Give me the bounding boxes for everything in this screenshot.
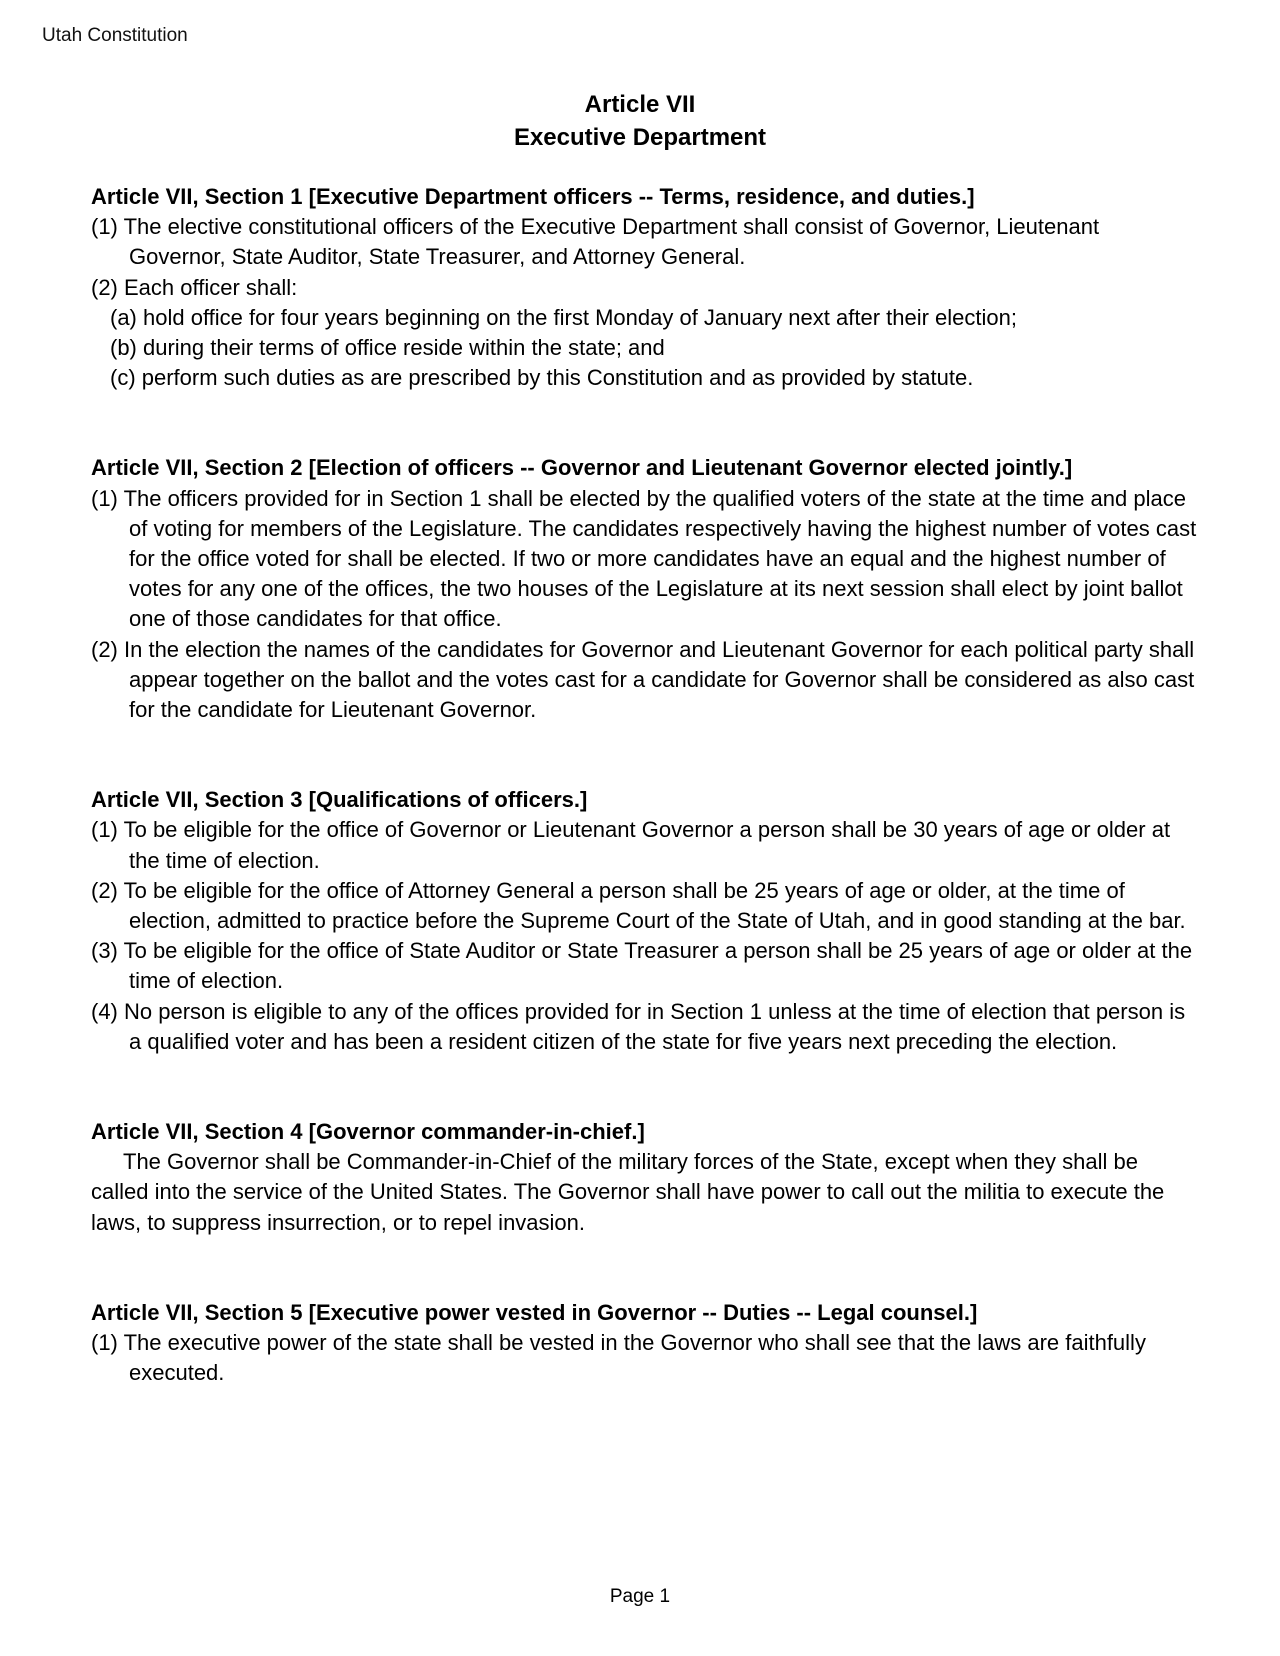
paragraph: (1) The executive power of the state shall be vested in the Governor who shall see that the laws are faithfully executed. — [91, 1330, 1146, 1386]
section-heading: Article VII, Section 5 [Executive power vested in Governor -- Duties -- Legal counsel.] — [91, 1299, 978, 1325]
paragraph: (4) No person is eligible to any of the offices provided for in Section 1 unless at the time of election that person is a qualified voter and has been a resident citizen of the state for five years next preceding the election. — [91, 998, 1186, 1054]
paragraph: (3) To be eligible for the office of State Auditor or State Treasurer a person shall be 25 years of age or older at the time of election. — [91, 938, 1193, 994]
section-1 — [91, 182, 1201, 393]
section-4 — [91, 1117, 1201, 1238]
article-subtitle: Executive Department — [513, 124, 767, 151]
page-number: Page 1 — [609, 1586, 671, 1607]
section-heading: Article VII, Section 2 [Election of officers -- Governor and Lieutenant Governor elected jointly.] — [91, 455, 1073, 481]
paragraph: (1) The elective constitutional officers of the Executive Department shall consist of Governor, Lieutenant Governor, State Auditor, State Treasurer, and Attorney General. — [91, 214, 1100, 270]
paragraph: (2) To be eligible for the office of Attorney General a person shall be 25 years of age or older, at the time of election, admitted to practice before the Supreme Court of the State of Utah, and in good standing at the bar. — [91, 877, 1186, 934]
paragraph: (1) To be eligible for the office of Governor or Lieutenant Governor a person shall be 30 years of age or older at the time of election. — [91, 817, 1171, 873]
section-heading: Article VII, Section 3 [Qualifications of officers.] — [91, 787, 588, 813]
article-title-block — [0, 88, 1280, 154]
section-heading: Article VII, Section 1 [Executive Department officers -- Terms, residence, and duties.] — [91, 184, 975, 209]
section-3 — [91, 785, 1201, 1057]
paragraph: (2) Each officer shall: — [91, 274, 298, 300]
subparagraph: (b) during their terms of office reside within the state; and — [110, 335, 665, 361]
section-5 — [91, 1298, 1201, 1389]
paragraph: (2) In the election the names of the candidates for Governor and Lieutenant Governor for each political party shall appear together on the ballot and the votes cast for a candidate for Governor shall be considered as also cast for the candidate for Lieutenant Governor. — [91, 636, 1195, 723]
article-number: Article VII — [584, 91, 696, 118]
running-header: Utah Constitution — [42, 25, 188, 46]
section-body: The Governor shall be Commander-in-Chief of the military forces of the State, except when they shall be called into the service of the United States. The Governor shall have power to call out the militia to execute the laws, to suppress insurrection, or to repel invasion. — [91, 1149, 1165, 1235]
paragraph: (1) The officers provided for in Section 1 shall be elected by the qualified voters of the state at the time and place of voting for members of the Legislature. The candidates respectively having the highest number of votes cast for the office voted for shall be elected. If two or more candidates have an equal and the highest number of votes for any one of the offices, the two houses of the Legislature at its next session shall elect by joint ballot one of those candidates for that office. — [91, 485, 1197, 632]
section-2 — [91, 453, 1201, 725]
subparagraph: (a) hold office for four years beginning on the first Monday of January next after their election; — [110, 304, 1017, 330]
subparagraph: (c) perform such duties as are prescribed by this Constitution and as provided by statute. — [110, 365, 974, 391]
section-heading: Article VII, Section 4 [Governor commander-in-chief.] — [91, 1119, 645, 1145]
document-body — [91, 182, 1201, 1389]
